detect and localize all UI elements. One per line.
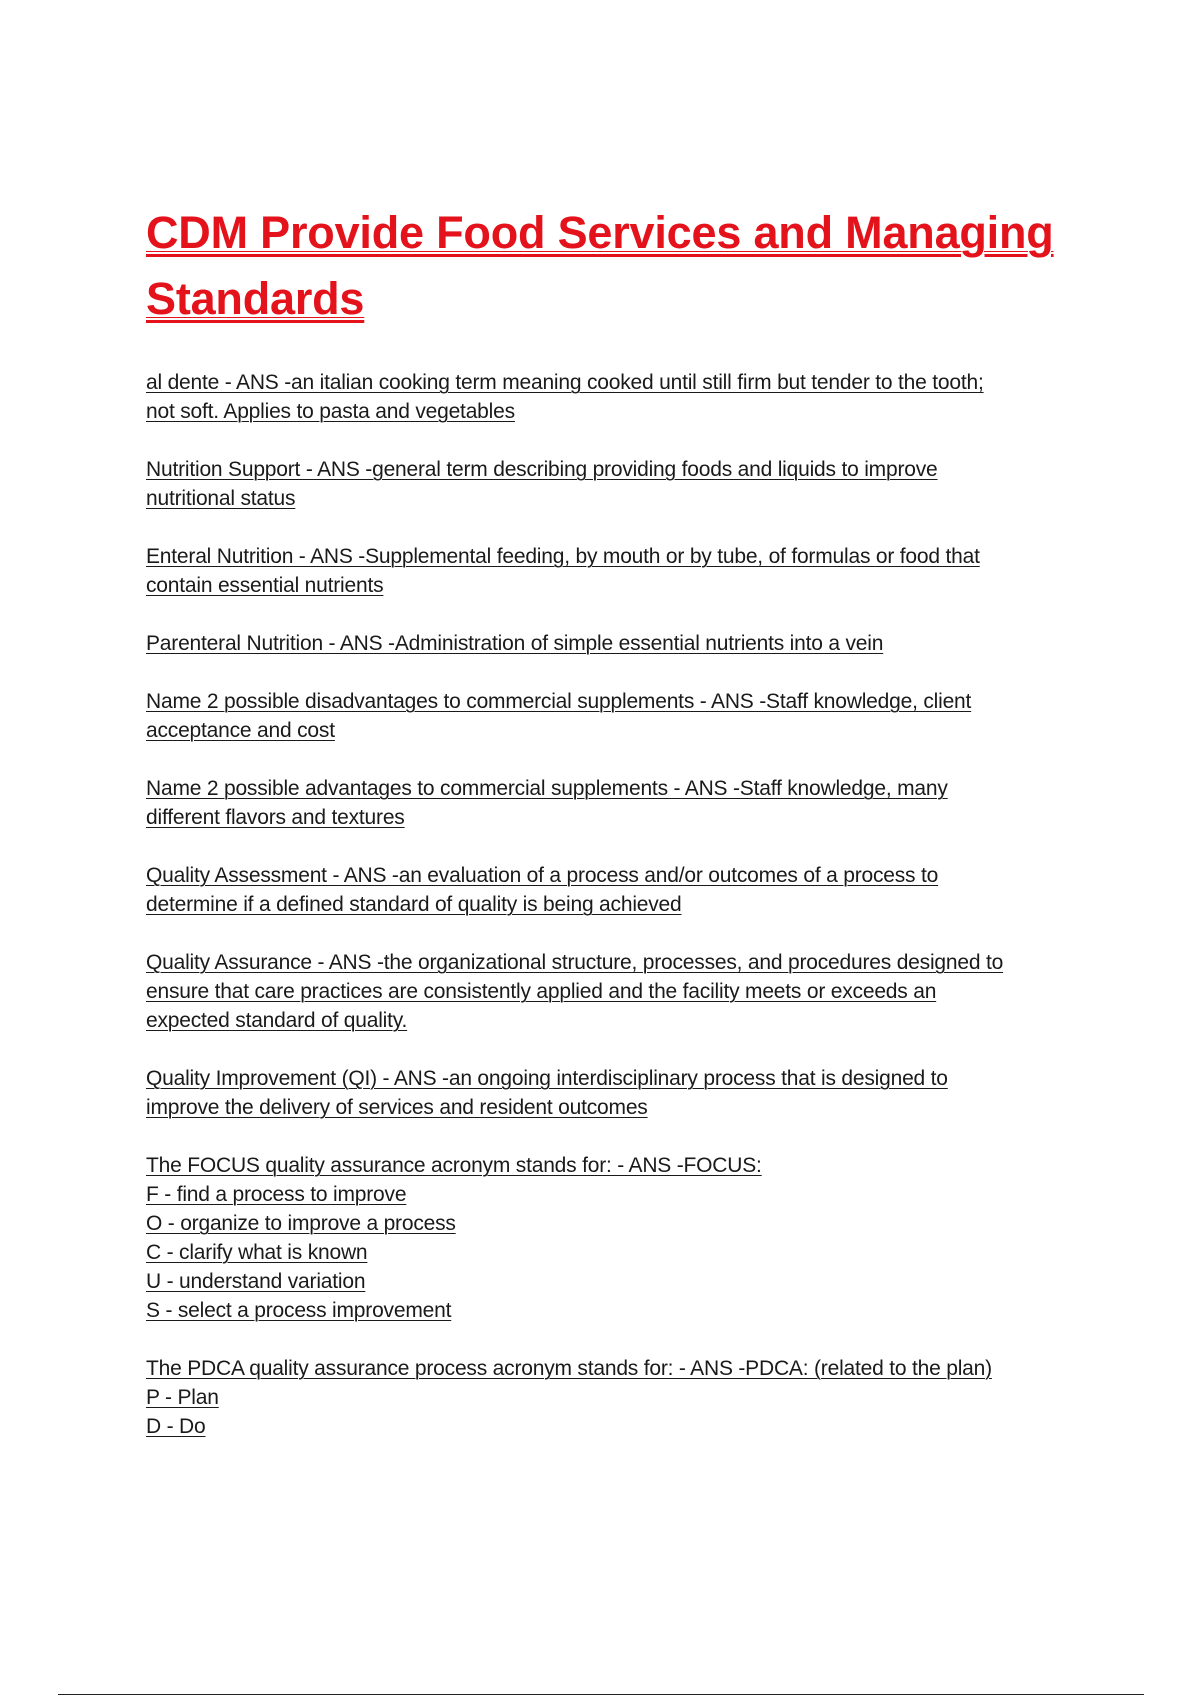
document-title (146, 200, 1096, 332)
entry-text: Quality Assurance - ANS -the organizational structure, processes, and procedures designed to (146, 951, 1004, 974)
acronym-item: S - select a process improvement (146, 1299, 452, 1322)
entry-text: contain essential nutrients (146, 574, 384, 597)
entry-quality-assurance (146, 948, 1096, 1035)
entry-text: Name 2 possible advantages to commercial supplements - ANS -Staff knowledge, many (146, 777, 948, 800)
entry-text: ensure that care practices are consistently applied and the facility meets or exceeds an (146, 980, 937, 1003)
entry-text: Quality Improvement (QI) - ANS -an ongoing interdisciplinary process that is designed to (146, 1067, 948, 1090)
entry-enteral-nutrition (146, 542, 1096, 600)
acronym-item: U - understand variation (146, 1270, 366, 1293)
entry-pdca-acronym (146, 1354, 1096, 1441)
entry-supplement-advantages (146, 774, 1096, 832)
acronym-item: P - Plan (146, 1386, 219, 1409)
entry-text: The PDCA quality assurance process acronym stands for: - ANS -PDCA: (related to the plan) (146, 1357, 992, 1380)
entry-text: expected standard of quality. (146, 1009, 408, 1032)
entry-text: different flavors and textures (146, 806, 405, 829)
entry-nutrition-support (146, 455, 1096, 513)
entry-quality-improvement (146, 1064, 1096, 1122)
entry-text: acceptance and cost (146, 719, 335, 742)
acronym-item: C - clarify what is known (146, 1241, 368, 1264)
footer-divider (58, 1694, 1144, 1695)
entry-text: al dente - ANS -an italian cooking term meaning cooked until still firm but tender to the tooth; (146, 371, 984, 394)
entry-text: Nutrition Support - ANS -general term describing providing foods and liquids to improve (146, 458, 938, 481)
entry-text: Enteral Nutrition - ANS -Supplemental feeding, by mouth or by tube, of formulas or food that (146, 545, 980, 568)
entry-quality-assessment (146, 861, 1096, 919)
entry-text: nutritional status (146, 487, 296, 510)
entry-focus-acronym (146, 1151, 1096, 1325)
entry-text: not soft. Applies to pasta and vegetables (146, 400, 515, 423)
entry-text: improve the delivery of services and resident outcomes (146, 1096, 648, 1119)
entry-text: Parenteral Nutrition - ANS -Administration of simple essential nutrients into a vein (146, 632, 884, 655)
entry-supplement-disadvantages (146, 687, 1096, 745)
title-line: CDM Provide Food Services and Managing (146, 207, 1054, 258)
entry-parenteral-nutrition (146, 629, 1096, 658)
entry-text: Name 2 possible disadvantages to commercial supplements - ANS -Staff knowledge, client (146, 690, 972, 713)
acronym-item: D - Do (146, 1415, 206, 1438)
acronym-item: F - find a process to improve (146, 1183, 407, 1206)
entry-text: The FOCUS quality assurance acronym stands for: - ANS -FOCUS: (146, 1154, 762, 1177)
acronym-item: O - organize to improve a process (146, 1212, 456, 1235)
entry-text: Quality Assessment - ANS -an evaluation of a process and/or outcomes of a process to (146, 864, 939, 887)
title-line: Standards (146, 273, 365, 324)
entry-al-dente (146, 368, 1096, 426)
entry-text: determine if a defined standard of quality is being achieved (146, 893, 682, 916)
document-page (146, 200, 1096, 1470)
flashcard-entries (146, 368, 1096, 1441)
